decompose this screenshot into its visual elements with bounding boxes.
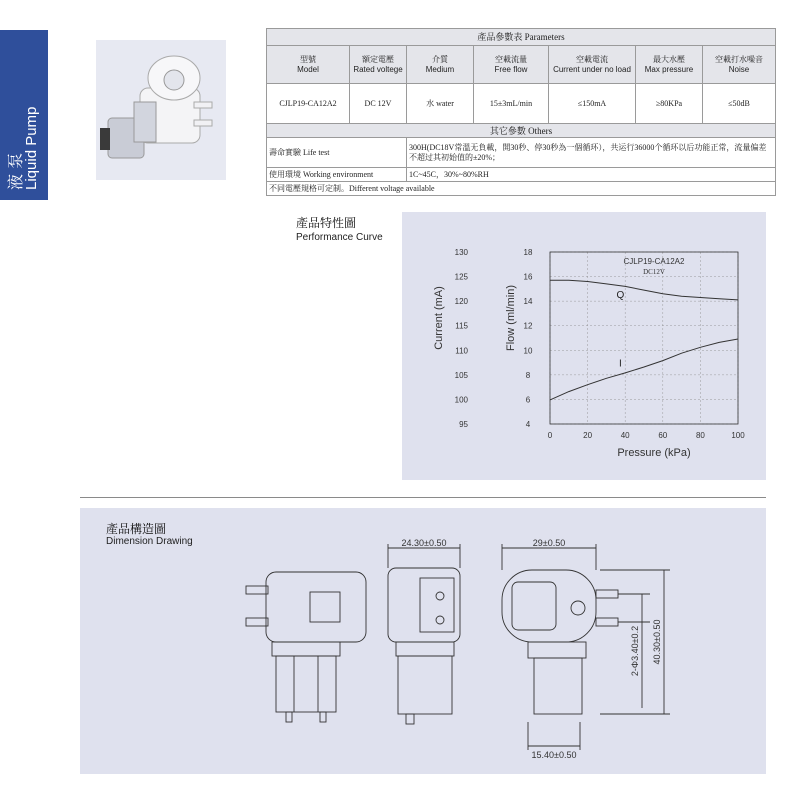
- dimension-panel: [80, 508, 766, 774]
- life-test-value: 300H(DC18V常溫无負載，開30秒、停30秒為一個循环），共运行36000个循环以后功能正常，流量偏差不超过其初始值的±20%；: [407, 138, 776, 168]
- header-noise: 空載打水噪音 Noise: [703, 46, 776, 84]
- dimension-title: 產品構造圖: [106, 522, 167, 536]
- current-axis-ticks: [455, 248, 469, 429]
- pressure-tick-label: 40: [620, 431, 630, 440]
- plot-frame: [550, 252, 738, 424]
- cell-max-pressure: ≥80KPa: [636, 84, 703, 124]
- flow-tick-label: 8: [525, 370, 531, 380]
- series-line-q: [550, 280, 738, 300]
- header-max-pressure: 最大水壓 Max pressure: [636, 46, 703, 84]
- current-tick-label: 115: [455, 321, 468, 331]
- current-tick-label: 120: [454, 297, 468, 307]
- chart-grid: [550, 252, 738, 424]
- category-label-zh: 液 泵: [6, 152, 25, 190]
- header-current: 空載電流 Current under no load: [549, 46, 636, 84]
- current-tick-label: 95: [459, 420, 468, 429]
- series-line-i: [550, 339, 738, 400]
- pressure-axis-label: Pressure (kPa): [617, 447, 691, 459]
- pressure-tick-label: 80: [695, 431, 705, 440]
- dim-width-top: 29±0.50: [532, 538, 566, 548]
- dim-width-side: 24.30±0.50: [401, 538, 447, 548]
- flow-tick-label: 12: [523, 321, 533, 331]
- performance-chart: [402, 212, 766, 480]
- header-model: 型號 Model: [267, 46, 350, 84]
- section-divider: [80, 497, 766, 498]
- pressure-tick-label: 100: [731, 431, 745, 440]
- category-label-en: Liquid Pump: [23, 106, 40, 190]
- parameters-title: 產品參數表 Parameters: [267, 29, 776, 46]
- product-photo: [96, 40, 226, 180]
- environment-value: 1C~45C，30%~80%RH: [407, 168, 776, 182]
- dim-port-diameter: 2-Φ3.40±0.2: [630, 625, 640, 677]
- chart-subtitle: DC12V: [643, 268, 665, 276]
- cell-free-flow: 15±3mL/min: [474, 84, 549, 124]
- pump-illustration: [96, 40, 226, 180]
- dimension-drawing: [80, 508, 766, 774]
- category-label: [8, 107, 40, 190]
- cell-model: CJLP19-CA12A2: [267, 84, 350, 124]
- performance-title: 產品特性圖: [296, 216, 357, 230]
- parameters-table: [266, 28, 776, 196]
- series-label-q: Q: [616, 289, 625, 301]
- flow-tick-label: 10: [523, 346, 533, 356]
- current-tick-label: 110: [455, 346, 468, 356]
- current-axis-label: Current (mA): [433, 286, 445, 350]
- others-title: 其它參數 Others: [267, 124, 776, 138]
- performance-chart-panel: [402, 212, 766, 480]
- header-free-flow: 空載流量 Free flow: [474, 46, 549, 84]
- current-tick-label: 100: [454, 395, 468, 405]
- environment-label: 使用環境 Working environment: [267, 168, 407, 182]
- current-tick-label: 105: [454, 370, 468, 380]
- current-tick-label: 130: [454, 248, 468, 257]
- pressure-tick-label: 0: [547, 431, 553, 440]
- flow-axis-ticks: [524, 248, 533, 429]
- life-test-label: 壽命實驗 Life test: [267, 138, 407, 168]
- cell-voltage: DC 12V: [350, 84, 407, 124]
- chart-title: CJLP19-CA12A2: [623, 257, 685, 266]
- cell-noise: ≤50dB: [703, 84, 776, 124]
- pressure-axis-ticks: [548, 431, 745, 440]
- performance-subtitle: Performance Curve: [296, 232, 383, 243]
- flow-tick-label: 14: [523, 297, 533, 307]
- flow-tick-label: 16: [523, 272, 533, 282]
- current-tick-label: 125: [454, 272, 468, 282]
- flow-tick-label: 4: [525, 420, 531, 429]
- cell-medium: 水 water: [407, 84, 474, 124]
- voltage-note: 不同電壓規格可定制。Different voltage available: [267, 182, 776, 196]
- flow-tick-label: 6: [525, 395, 531, 405]
- dim-motor-width: 15.40±0.50: [531, 750, 577, 760]
- category-tab: [0, 30, 48, 200]
- flow-tick-label: 18: [523, 248, 533, 257]
- pressure-tick-label: 60: [658, 431, 668, 440]
- dim-height: 40.30±0.50: [652, 619, 662, 665]
- dimension-subtitle: Dimension Drawing: [106, 536, 193, 547]
- flow-axis-label: Flow (ml/min): [505, 285, 517, 351]
- header-voltage: 額定電壓 Rated voltege: [350, 46, 407, 84]
- cell-current: ≤150mA: [549, 84, 636, 124]
- series-label-i: I: [619, 358, 622, 370]
- series-lines: [550, 280, 738, 400]
- header-medium: 介質 Medium: [407, 46, 474, 84]
- pressure-tick-label: 20: [583, 431, 593, 440]
